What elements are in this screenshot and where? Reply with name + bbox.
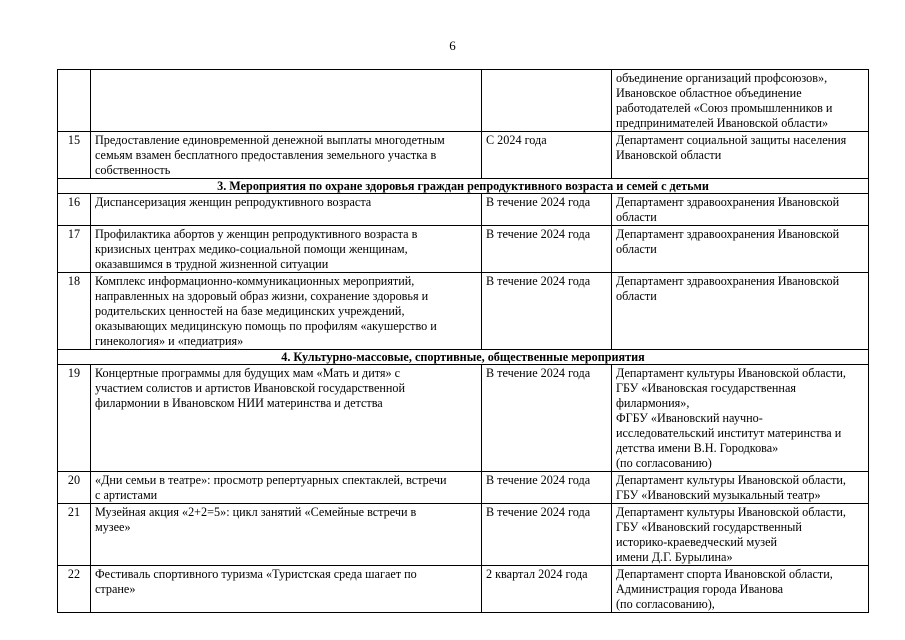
table-row-17 [58,226,869,273]
period-cell: В течение 2024 года [482,504,612,566]
activity-cell [91,504,482,566]
executor-line: Департамент культуры Ивановской области, [616,505,846,519]
executor-line: (по согласованию), [616,597,715,611]
executor-line: ФГБУ «Ивановский научно- [616,411,763,425]
section-header-4 [58,350,869,365]
executor-line: ГБУ «Ивановский государственный [616,520,802,534]
row-number: 21 [58,504,91,566]
period-cell: 2 квартал 2024 года [482,566,612,613]
period-cell: В течение 2024 года [482,365,612,472]
row-number-cell [58,70,91,132]
period-cell: С 2024 года [482,132,612,179]
executor-line: филармония», [616,396,690,410]
executor-cell [612,365,869,472]
activity-line: музее» [95,520,131,534]
activity-line: Комплекс информационно-коммуникационных мероприятий, [95,274,415,288]
executor-line: Ивановское областное объединение [616,86,802,100]
executor-line: области [616,210,657,224]
activity-cell [91,365,482,472]
executor-line: Ивановской области [616,148,722,162]
row-number: 15 [58,132,91,179]
executor-line: объединение организаций профсоюзов», [616,71,828,85]
table-row-21 [58,504,869,566]
activity-cell [91,472,482,504]
section-title: 3. Мероприятия по охране здоровья граждан репродуктивного возраста и семей с детьми [58,179,869,194]
activity-line: Фестиваль спортивного туризма «Туристская среда шагает по [95,567,417,581]
executor-cell [612,194,869,226]
page-number: 6 [449,38,456,53]
activity-cell [91,566,482,613]
activity-line: направленных на здоровый образ жизни, сохранение здоровья и [95,289,429,303]
activity-line: стране» [95,582,136,596]
table-row-18 [58,273,869,350]
executor-line: историко-краеведческий музей [616,535,778,549]
row-number: 16 [58,194,91,226]
executor-line: Администрация города Иванова [616,582,784,596]
executor-cell [612,273,869,350]
section-title: 4. Культурно-массовые, спортивные, общественные мероприятия [58,350,869,365]
activity-line: оказавшимся в трудной жизненной ситуации [95,257,329,271]
executor-line: Департамент культуры Ивановской области, [616,366,846,380]
executor-line: Департамент культуры Ивановской области, [616,473,846,487]
executor-cell [612,472,869,504]
executor-line: Департамент здравоохранения Ивановской [616,274,840,288]
activity-line: Музейная акция «2+2=5»: цикл занятий «Семейные встречи в [95,505,417,519]
executor-line: исследовательский институт материнства и [616,426,842,440]
activity-line: Диспансеризация женщин репродуктивного возраста [95,195,372,209]
activity-line: с артистами [95,488,158,502]
row-number: 18 [58,273,91,350]
executor-line: области [616,242,657,256]
executor-cell [612,70,869,132]
activity-line: гинекология» и «педиатрия» [95,334,244,348]
activity-cell [91,132,482,179]
executor-line: Департамент здравоохранения Ивановской [616,195,840,209]
activity-line: оказывающих медицинскую помощь по профилям «акушерство и [95,319,437,333]
period-cell: В течение 2024 года [482,194,612,226]
table-row-22 [58,566,869,613]
table-row-16 [58,194,869,226]
executor-line: детства имени В.Н. Городкова» [616,441,779,455]
executor-cell [612,566,869,613]
period-cell [482,70,612,132]
activity-line: собственность [95,163,171,177]
activity-line: кризисных центрах медико-социальной помощи женщинам, [95,242,408,256]
period-cell: В течение 2024 года [482,472,612,504]
activity-cell [91,70,482,132]
executor-line: области [616,289,657,303]
executor-line: имени Д.Г. Бурылина» [616,550,733,564]
activity-line: Предоставление единовременной денежной выплаты многодетным [95,133,445,147]
activity-line: семьям взамен бесплатного предоставления земельного участка в [95,148,437,162]
row-number: 22 [58,566,91,613]
table-row-continuation [58,70,869,132]
activity-line: родительских ценностей на базе медицинских учреждений, [95,304,405,318]
activity-cell [91,273,482,350]
row-number: 17 [58,226,91,273]
activity-line: Профилактика абортов у женщин репродуктивного возраста в [95,227,418,241]
activity-cell [91,226,482,273]
executor-line: ГБУ «Ивановская государственная [616,381,796,395]
table-row-19 [58,365,869,472]
executor-line: ГБУ «Ивановский музыкальный театр» [616,488,821,502]
section-header-3 [58,179,869,194]
activity-line: филармонии в Ивановском НИИ материнства и детства [95,396,383,410]
plan-table [57,69,869,613]
executor-cell [612,132,869,179]
period-cell: В течение 2024 года [482,273,612,350]
executor-cell [612,226,869,273]
row-number: 20 [58,472,91,504]
period-cell: В течение 2024 года [482,226,612,273]
executor-line: (по согласованию) [616,456,712,470]
activity-line: Концертные программы для будущих мам «Мать и дитя» с [95,366,401,380]
executor-line: работодателей «Союз промышленников и [616,101,833,115]
executor-line: Департамент социальной защиты населения [616,133,847,147]
activity-line: участием солистов и артистов Ивановской государственной [95,381,406,395]
table-row-20 [58,472,869,504]
executor-line: предпринимателей Ивановской области» [616,116,829,130]
activity-line: «Дни семьи в театре»: просмотр репертуарных спектаклей, встречи [95,473,447,487]
row-number: 19 [58,365,91,472]
executor-cell [612,504,869,566]
activity-cell [91,194,482,226]
executor-line: Департамент здравоохранения Ивановской [616,227,840,241]
executor-line: Департамент спорта Ивановской области, [616,567,833,581]
table-row-15 [58,132,869,179]
